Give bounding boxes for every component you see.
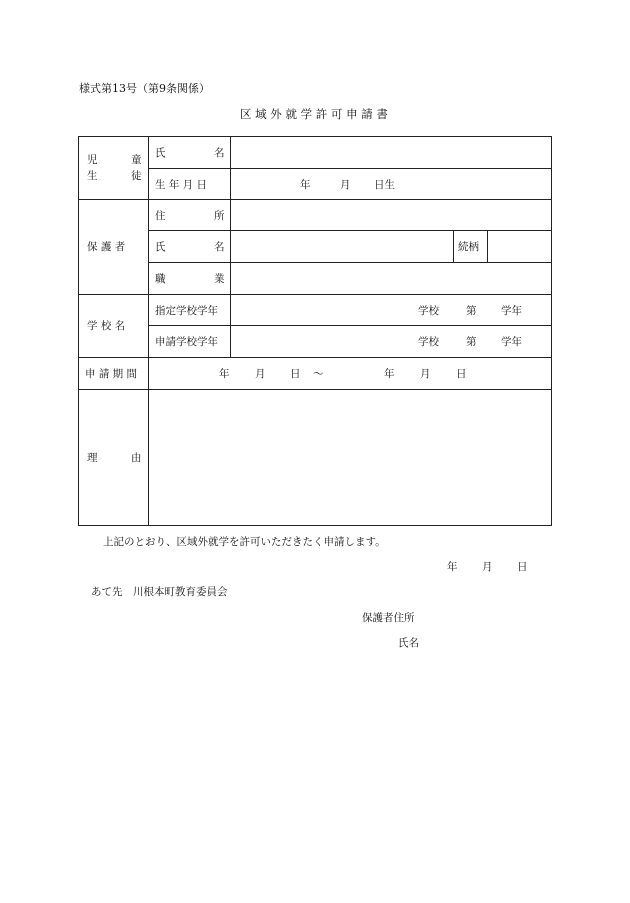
school-group-cell: [78, 294, 149, 358]
period-label-cell: [78, 357, 149, 390]
relation-label: 続柄: [458, 241, 479, 253]
child-group-cell: [78, 136, 149, 200]
designated-school-unit: 学校: [418, 305, 439, 317]
child-birth-label: 生 年 月 日: [155, 179, 208, 191]
birth-year-unit: 年: [300, 179, 311, 191]
guardian-address-field[interactable]: [230, 199, 552, 231]
reason-field[interactable]: [148, 389, 552, 526]
child-name-label-cell: [148, 136, 231, 169]
signature-date-day: 日: [517, 561, 528, 573]
period-month-end: 月: [420, 368, 431, 380]
requested-school-unit: 学校: [418, 336, 439, 348]
child-group-label-c: 生: [87, 170, 98, 182]
child-birth-label-cell: [148, 168, 231, 200]
school-group-label: 学 校 名: [87, 320, 126, 332]
child-group-label-b: 童: [131, 154, 142, 166]
period-month-start: 月: [255, 368, 266, 380]
relation-field[interactable]: [487, 230, 552, 263]
signature-date-year: 年: [447, 561, 458, 573]
designated-ordinal-unit: 第: [466, 305, 477, 317]
guardian-job-field[interactable]: [230, 262, 552, 295]
period-day-end: 日: [456, 368, 467, 380]
guardian-job-label-b: 業: [214, 273, 225, 285]
guardian-address-signature-label: 保護者住所: [362, 612, 415, 624]
guardian-group-label: 保 護 者: [87, 241, 126, 253]
birth-month-unit: 月: [340, 179, 351, 191]
signature-date-month: 月: [482, 561, 493, 573]
designated-grade-unit: 学年: [501, 305, 522, 317]
child-birth-field[interactable]: [230, 168, 552, 200]
designated-school-label-cell: [148, 294, 231, 326]
addressee: あて先 川根本町教育委員会: [91, 586, 228, 598]
reason-label-b: 由: [131, 452, 142, 464]
child-name-label-a: 氏: [155, 147, 166, 159]
guardian-name-label-b: 名: [214, 241, 225, 253]
application-statement: 上記のとおり、区域外就学を許可いただきたく申請します。: [103, 536, 386, 548]
child-group-label-d: 徒: [131, 170, 142, 182]
guardian-job-label-cell: [148, 262, 231, 295]
designated-school-field[interactable]: [230, 294, 552, 326]
requested-grade-unit: 学年: [501, 336, 522, 348]
period-field[interactable]: [148, 357, 552, 390]
guardian-name-signature-label: 氏名: [398, 637, 419, 649]
guardian-name-field[interactable]: [230, 230, 454, 263]
guardian-address-label-b: 所: [214, 210, 225, 222]
guardian-name-label-a: 氏: [155, 241, 166, 253]
birth-day-unit: 日生: [374, 179, 395, 191]
requested-ordinal-unit: 第: [466, 336, 477, 348]
guardian-name-label-cell: [148, 230, 231, 263]
form-number: 様式第13号（第9条関係）: [79, 82, 210, 95]
form-title: 区 域 外 就 学 許 可 申 請 書: [240, 107, 388, 121]
period-label: 申 請 期 間: [85, 368, 138, 380]
period-tilde: 〜: [313, 368, 324, 380]
designated-school-label: 指定学校学年: [155, 305, 218, 317]
requested-school-field[interactable]: [230, 325, 552, 358]
child-name-field[interactable]: [230, 136, 552, 169]
period-year-start: 年: [219, 368, 230, 380]
period-day-start: 日: [290, 368, 301, 380]
period-year-end: 年: [384, 368, 395, 380]
reason-label-a: 理: [87, 452, 98, 464]
guardian-group-cell: [78, 199, 149, 295]
guardian-address-label-cell: [148, 199, 231, 231]
reason-label-cell: [78, 389, 149, 526]
guardian-job-label-a: 職: [155, 273, 166, 285]
requested-school-label: 申請学校学年: [155, 336, 218, 348]
relation-label-cell: [453, 230, 488, 263]
child-group-label-a: 児: [87, 154, 98, 166]
guardian-address-label-a: 住: [155, 210, 166, 222]
requested-school-label-cell: [148, 325, 231, 358]
child-name-label-b: 名: [214, 147, 225, 159]
